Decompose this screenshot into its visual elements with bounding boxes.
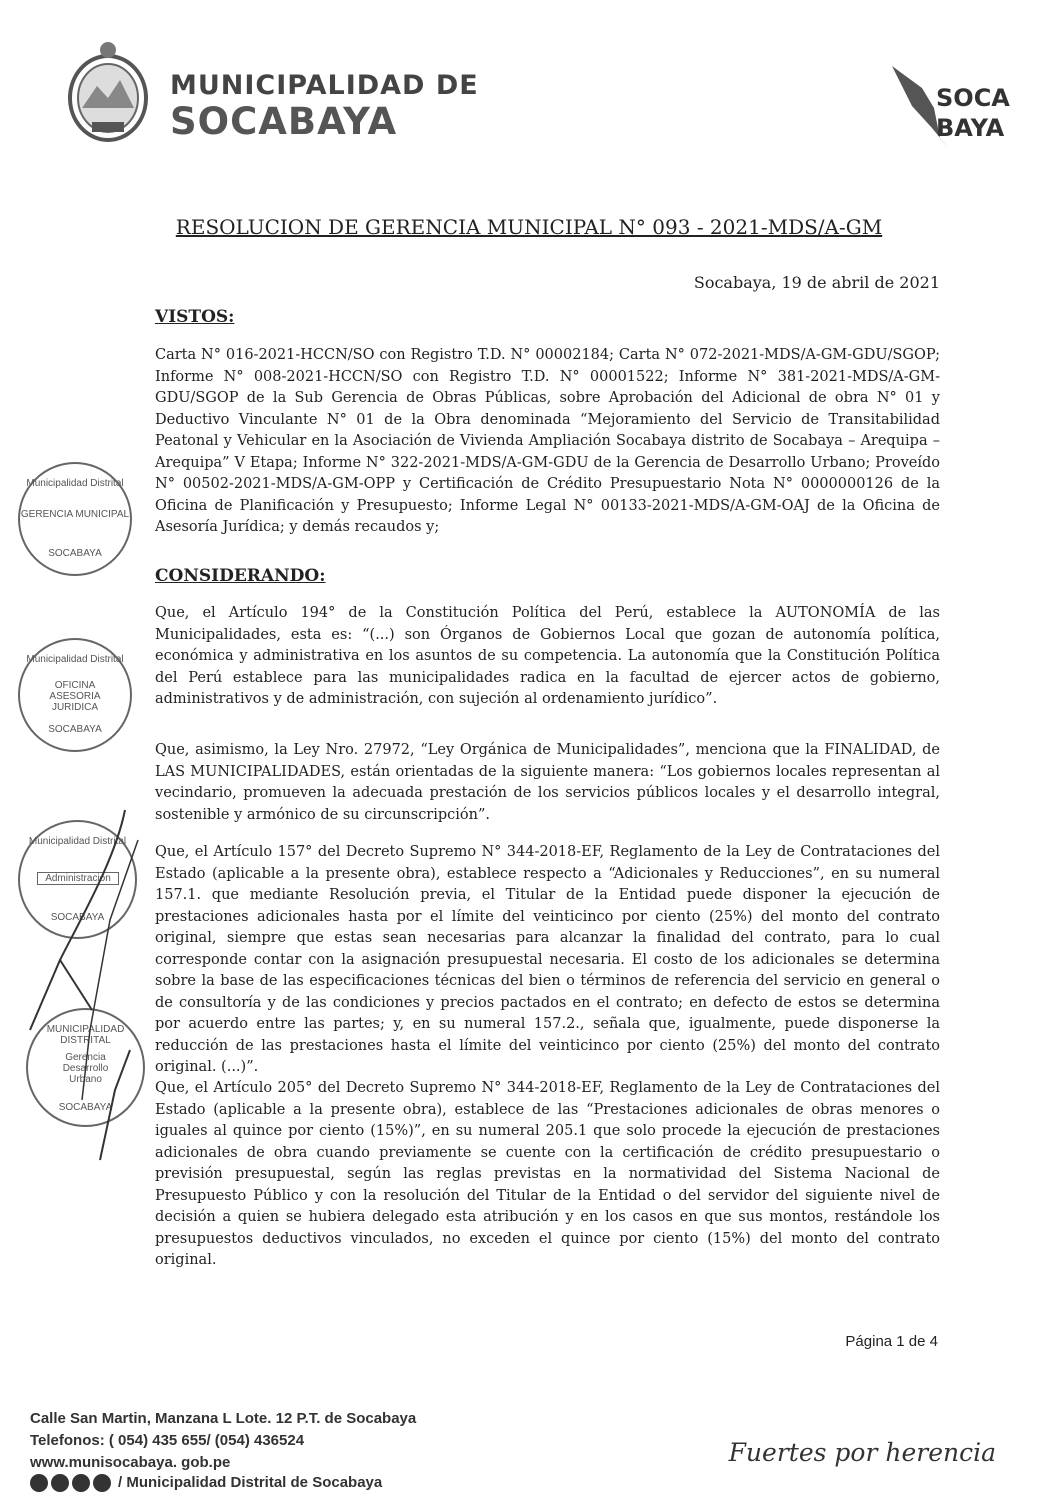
stamp-gerencia-municipal [18,462,132,576]
youtube-icon[interactable] [72,1474,90,1492]
paragraph-1: Que, el Artículo 194° de la Constitución Política del Perú, establece la AUTONOMÍA de las Municipalidades, esta es: “(...) son Órganos de Gobiernos Local que gozan de autonomía política, económica y administrativa en los asuntos de su competencia. La autonomía que la Constitución Política del Perú establece para las municipalidades radica en la facultad de ejercer actos de gobierno, administrativos y de administración, con sujeción al ordenamiento jurídico”. [155,605,940,707]
stamp-text: Gerencia Desarrollo Urbano [62,1052,109,1085]
stamp-text: SOCABAYA [58,1102,113,1113]
stamp-text: SOCABAYA [48,548,102,559]
page-number: Página 1 de 4 [845,1333,938,1350]
resolution-title: RESOLUCION DE GERENCIA MUNICIPAL N° 093 - 2021-MDS/A-GM [175,215,883,239]
stamp-text: Municipalidad Distrital [28,836,127,847]
considerando-heading: CONSIDERANDO: [155,566,326,586]
instagram-icon[interactable] [51,1474,69,1492]
facebook-icon[interactable] [30,1474,48,1492]
footer-slogan: Fuertes por herencia [728,1438,996,1467]
stamp-text: Administración [37,872,119,885]
stamp-text: SOCABAYA [48,724,102,735]
socabaya-brand-logo [882,58,1010,158]
stamp-text: SOCABAYA [50,912,105,923]
footer-social-name: / Municipalidad Distrital de Socabaya [118,1474,383,1491]
footer-website[interactable]: www.munisocabaya. gob.pe [30,1454,231,1471]
header-line2: SOCABAYA [170,100,398,143]
paragraph-2: Que, asimismo, la Ley Nro. 27972, “Ley Orgánica de Municipalidades”, menciona que la FINALIDAD, de LAS MUNICIPALIDADES, están orientadas de la siguiente manera: “Los gobiernos locales representan al vecindario, promueven la adecuada prestación de los servicios públicos locales y el desarrollo integral, sostenible y armónico de su circunscripción”. [155,742,940,823]
municipal-seal [62,38,154,148]
twitter-icon[interactable] [93,1474,111,1492]
svg-text:BAYA: BAYA [936,114,1005,142]
footer-address: Calle San Martin, Manzana L Lote. 12 P.T. de Socabaya [30,1410,417,1427]
signature-marks [20,800,160,1170]
stamp-text: MUNICIPALIDAD DISTRITAL [46,1024,125,1046]
footer-phones: Telefonos: ( 054) 435 655/ (054) 436524 [30,1432,305,1449]
paragraph-4: Que, el Artículo 205° del Decreto Supremo N° 344-2018-EF, Reglamento de la Ley de Contrataciones del Estado (aplicable a la presente obra), establece de las “Prestaciones adicionales de obras menores o iguales al quince por ciento (15%)”, en su numeral 205.1 que solo procede la ejecución de prestaciones adicionales de obra cuando previamente se cuente con la certificación de crédito presupuestario o previsión presupuestal, según las reglas previstas en la normatividad del Sistema Nacional de Presupuesto Público y con la resolución del Titular de la Entidad o del servidor del siguiente nivel de decisión a quien se hubiera delegado esta atribución y en los casos en que sus montos, restándole los presupuestos deductivos vinculados, no exceden el quince por ciento (15%) del monto del contrato original. [155,1080,940,1268]
paragraph-3: Que, el Artículo 157° del Decreto Supremo N° 344-2018-EF, Reglamento de la Ley de Contrataciones del Estado (aplicable a la presente obra), establece respecto a “Adicionales y Reducciones”, en su numeral 157.1. que mediante Resolución previa, el Titular de la Entidad puede disponer la ejecución de prestaciones adicionales hasta por el límite del veinticinco por ciento (25%) del monto del contrato original, siempre que estas sean necesarias para alcanzar la finalidad del contrato, para lo cual corresponde contar con la asignación presupuestal necesaria. El costo de los adicionales se determina sobre la base de las especificaciones técnicas del bien o términos de referencia del servicio en general o de consultoría y de las condiciones y precios pactados en el contrato; en defecto de estos se determina por acuerdo entre las partes; y, en su numeral 157.2., señala que, igualmente, puede disponerse la reducción de las prestaciones hasta el límite del veinticinco por ciento (25%) del monto del contrato original. (...)”. [155,844,940,1075]
header-line1: MUNICIPALIDAD DE [170,70,479,101]
stamp-text: Municipalidad Distrital [26,654,124,665]
document-date: Socabaya, 19 de abril de 2021 [693,273,940,292]
stamp-asesoria-juridica [18,638,132,752]
stamp-text: OFICINA ASESORIA JURIDICA [49,680,101,713]
stamp-text: Municipalidad Distrital [26,478,124,489]
svg-text:SOCA: SOCA [936,84,1010,112]
vistos-text: Carta N° 016-2021-HCCN/SO con Registro T.D. N° 00002184; Carta N° 072-2021-MDS/A-GM-GDU/SGOP; Informe N° 008-2021-HCCN/SO con Registro T.D. N° 00001522; Informe N° 381-2021-MDS/A-GM-GDU/SGOP de la Sub Gerencia de Obras Públicas, sobre Aprobación del Adicional de obra N° 01 y Deductivo Vinculante N° 01 de la Obra denominada “Mejoramiento del Servicio de Transitabilidad Peatonal y Vehicular en la Asociación de Vivienda Ampliación Socabaya distrito de Socabaya – Arequipa – Arequipa” V Etapa; Informe N° 322-2021-MDS/A-GM-GDU de la Gerencia de Desarrollo Urbano; Proveído N° 00502-2021-MDS/A-GM-OPP y Certificación de Crédito Presupuestario Nota N° 0000000126 de la Oficina de Planificación y Presupuesto; Informe Legal N° 00133-2021-MDS/A-GM-OAJ de la Oficina de Asesoría Jurídica; y demás recaudos y; [155,347,940,535]
stamp-text: GERENCIA MUNICIPAL [20,509,130,520]
vistos-heading: VISTOS: [155,307,235,327]
